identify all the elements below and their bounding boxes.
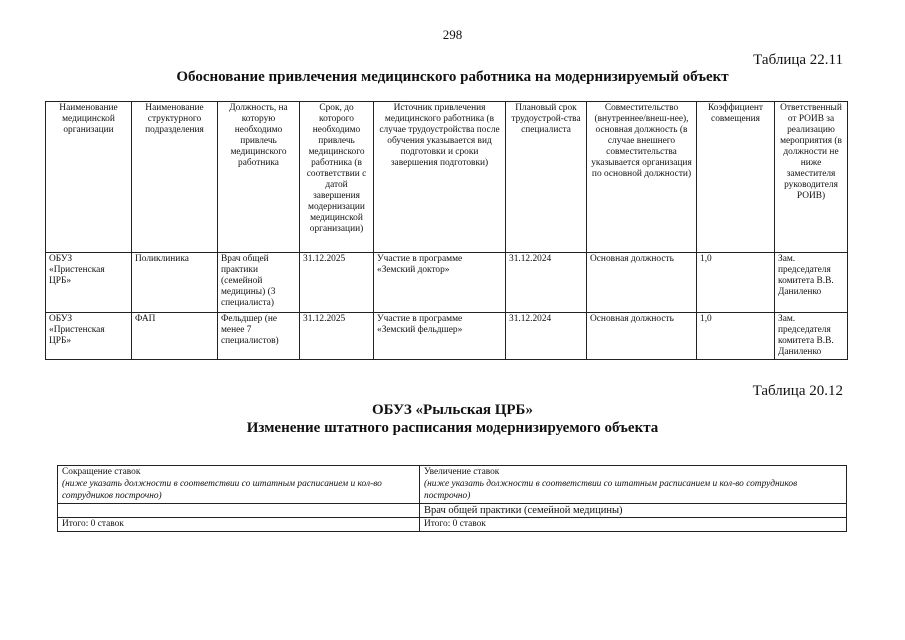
total-cell: Итого: 0 ставок bbox=[420, 518, 847, 531]
empty-cell bbox=[58, 503, 420, 518]
staff-attraction-table bbox=[45, 101, 848, 360]
table-row bbox=[46, 253, 848, 313]
table-cell: Фельдшер (не менее 7 специалистов) bbox=[218, 313, 300, 360]
table-header-row bbox=[46, 102, 848, 253]
table-cell: Зам. председателя комитета В.В. Даниленко bbox=[775, 313, 848, 360]
increase-header-cell bbox=[420, 466, 847, 504]
reduction-header-cell bbox=[58, 466, 420, 504]
staffing-changes-table bbox=[57, 465, 847, 532]
table-cell: Врач общей практики (семейной медицины) (3 специалиста) bbox=[218, 253, 300, 313]
table-cell: 31.12.2024 bbox=[506, 313, 587, 360]
header-cell: Наименование структурного подразделения bbox=[132, 102, 218, 253]
table-cell: 31.12.2025 bbox=[300, 253, 374, 313]
header-cell: Срок, до которого необходимо привлечь медицинского работника (в соответствии с датой завершения модернизации медицинской организации) bbox=[300, 102, 374, 253]
table-cell: 1,0 bbox=[697, 253, 775, 313]
header-cell: Плановый срок трудоустрой-ства специалиста bbox=[506, 102, 587, 253]
table-cell: 1,0 bbox=[697, 313, 775, 360]
table-row bbox=[46, 313, 848, 360]
section-subtitle: Изменение штатного расписания модернизируемого объекта bbox=[246, 420, 659, 436]
increase-header: Увеличение ставок bbox=[424, 467, 500, 477]
header-cell: Наименование медицинской организации bbox=[46, 102, 132, 253]
header-cell: Источник привлечения медицинского работника (в случае трудоустройства после обучения указывается вид подготовки и сроки завершения подготовки) bbox=[374, 102, 506, 253]
table-cell: Основная должность bbox=[587, 253, 697, 313]
table-cell: ОБУЗ «Пристенская ЦРБ» bbox=[46, 253, 132, 313]
table-cell: Участие в программе «Земский фельдшер» bbox=[374, 313, 506, 360]
table-row bbox=[58, 503, 847, 518]
table-cell: ФАП bbox=[132, 313, 218, 360]
position-cell: Врач общей практики (семейной медицины) bbox=[420, 503, 847, 518]
table-row bbox=[58, 518, 847, 531]
page-number: 298 bbox=[442, 27, 463, 42]
increase-hint: (ниже указать должности в соответствии со штатным расписанием и кол-во сотрудников построчно) bbox=[424, 479, 798, 502]
table-cell: Зам. председателя комитета В.В. Даниленко bbox=[775, 253, 848, 313]
header-cell: Коэффициент совмещения bbox=[697, 102, 775, 253]
table-title: Обоснование привлечения медицинского работника на модернизируемый объект bbox=[176, 69, 729, 85]
header-cell: Должность, на которую необходимо привлечь медицинского работника bbox=[218, 102, 300, 253]
table-label: Таблица 20.12 bbox=[752, 383, 843, 399]
total-cell: Итого: 0 ставок bbox=[58, 518, 420, 531]
section-title: ОБУЗ «Рыльская ЦРБ» bbox=[372, 402, 533, 418]
table-cell: Поликлиника bbox=[132, 253, 218, 313]
reduction-hint: (ниже указать должности в соответствии со штатным расписанием и кол-во сотрудников построчно) bbox=[62, 479, 382, 502]
table-cell: 31.12.2025 bbox=[300, 313, 374, 360]
header-cell: Совместительство (внутреннее/внеш-нее), основная должность (в случае внешнего совместительства указывается организация по основной должности) bbox=[587, 102, 697, 253]
header-cell: Ответственный от РОИВ за реализацию мероприятия (в должности не ниже заместителя руководителя РОИВ) bbox=[775, 102, 848, 253]
table-cell: Участие в программе «Земский доктор» bbox=[374, 253, 506, 313]
table-cell: ОБУЗ «Пристенская ЦРБ» bbox=[46, 313, 132, 360]
table-cell: 31.12.2024 bbox=[506, 253, 587, 313]
table-label: Таблица 22.11 bbox=[753, 52, 843, 68]
table-row bbox=[58, 466, 847, 504]
reduction-header: Сокращение ставок bbox=[62, 467, 141, 477]
table-cell: Основная должность bbox=[587, 313, 697, 360]
